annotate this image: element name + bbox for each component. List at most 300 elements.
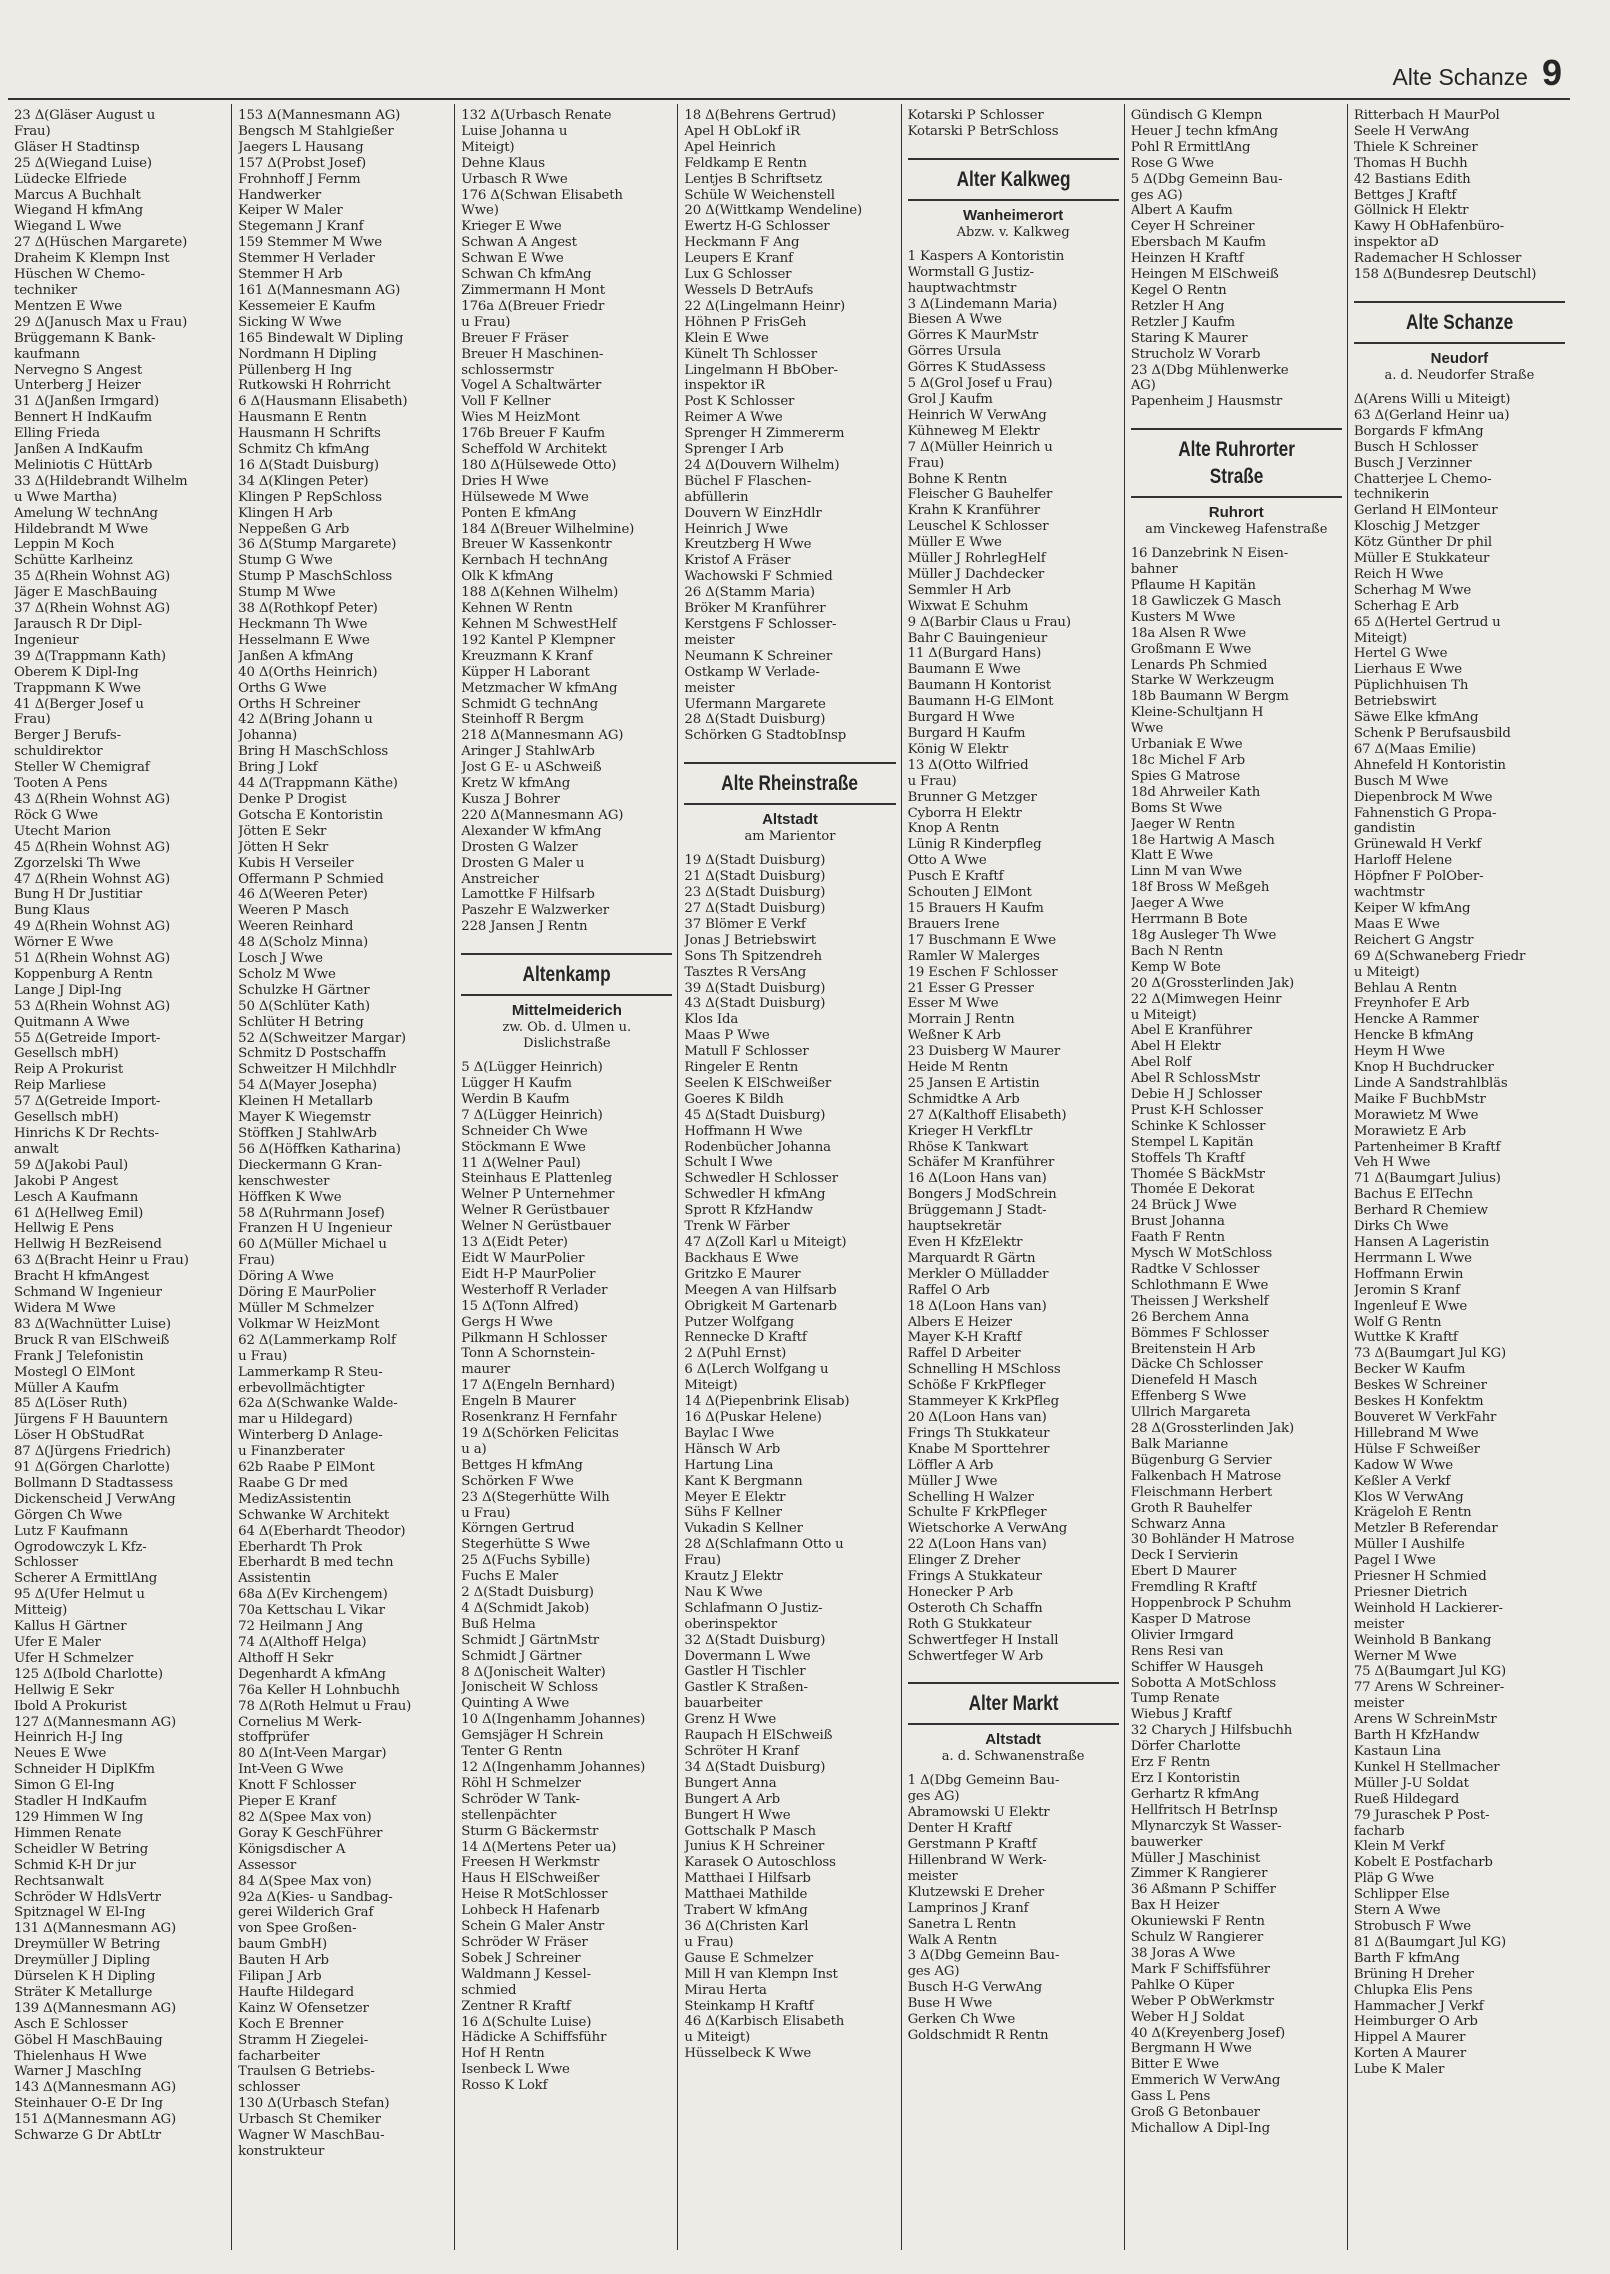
directory-entry: Rennecke D Kraftf	[684, 1330, 807, 1346]
directory-entry: Gastler H Tischler	[684, 1664, 806, 1680]
directory-entry: Kadow W Wwe	[1353, 1457, 1453, 1473]
directory-entry: Müller J-U Soldat	[1353, 1775, 1469, 1791]
directory-entry: Olk K kfmAng	[461, 569, 554, 585]
directory-entry: Hesselmann E Wwe	[238, 632, 370, 648]
directory-entry: Knott F Schlosser	[238, 1778, 356, 1794]
directory-entry: Falkenbach H Matrose	[1130, 1468, 1282, 1484]
directory-entry: Frau)	[907, 455, 945, 471]
directory-entry: Dickenscheid J VerwAng	[14, 1491, 176, 1507]
directory-entry: 77 Arens W Schreiner-	[1353, 1680, 1505, 1696]
directory-entry: Miteigt)	[1353, 630, 1408, 646]
directory-entry: 22 Δ(Loon Hans van)	[907, 1537, 1047, 1553]
directory-entry: Oberem K Dipl-Ing	[14, 664, 139, 680]
directory-entry: Bracht H kfmAngest	[14, 1269, 150, 1285]
directory-entry: Kubis H Verseiler	[238, 855, 354, 871]
directory-entry: Denke P Drogist	[238, 791, 347, 807]
directory-entry: Zimmer K Rangierer	[1130, 1866, 1268, 1882]
directory-entry: 75 Δ(Baumgart Jul KG)	[1353, 1664, 1506, 1680]
directory-entry: Beskes H Konfektm	[1353, 1394, 1484, 1410]
directory-entry: Heimburger O Arb	[1353, 2014, 1478, 2030]
directory-entry: Königsdischer A	[238, 1841, 346, 1857]
directory-entry: Meegen A van Hilfsarb	[684, 1282, 837, 1298]
directory-entry: Mayer K-H Kraftf	[907, 1330, 1022, 1346]
directory-entry: Otto A Wwe	[907, 853, 987, 869]
directory-entry: meister	[1353, 1696, 1404, 1712]
directory-entry: 80 Δ(Int-Veen Margar)	[238, 1746, 387, 1762]
directory-entry: 129 Himmen W Ing	[14, 1809, 144, 1825]
directory-entry: wachtmstr	[1353, 885, 1425, 901]
directory-entry: Bungert H Wwe	[684, 1807, 791, 1823]
directory-entry: 34 Δ(Klingen Peter)	[238, 473, 369, 489]
directory-entry: Ufer E Maler	[14, 1635, 101, 1650]
directory-entry: Stump P MaschSchloss	[238, 569, 393, 585]
directory-entry: 17 Buschmann E Wwe	[907, 932, 1056, 948]
directory-entry: Apel Heinrich	[684, 139, 776, 155]
directory-entry: Kallus H Gärtner	[14, 1619, 127, 1635]
directory-entry: 180 Δ(Hülsewede Otto)	[461, 457, 617, 473]
directory-entry: Brüggemann K Bank-	[14, 330, 156, 346]
directory-entry: Frings A Stukkateur	[907, 1569, 1042, 1585]
directory-entry: 2 Δ(Stadt Duisburg)	[461, 1585, 594, 1601]
directory-entry: Bach N Rentn	[1130, 943, 1224, 959]
directory-entry: Stoffels Th Kraftf	[1130, 1150, 1245, 1166]
directory-entry: Heckmann F Ang	[684, 235, 800, 251]
directory-entry: Hammacher J Verkf	[1353, 1998, 1484, 2014]
directory-entry: 143 Δ(Mannesmann AG)	[14, 2080, 177, 2096]
directory-entry: 25 Δ(Fuchs Sybille)	[461, 1553, 591, 1569]
directory-entry: Abel Rolf	[1130, 1055, 1192, 1071]
directory-entry: 23 Δ(Gläser August u	[14, 108, 156, 123]
directory-entry: Fremdling R Kraftf	[1130, 1580, 1257, 1596]
directory-entry: 62a Δ(Schwanke Walde-	[238, 1396, 398, 1412]
directory-entry: 38 Joras A Wwe	[1130, 1945, 1236, 1961]
directory-entry: Spies G Matrose	[1130, 768, 1241, 784]
directory-entry: Raabe G Dr med	[238, 1475, 348, 1491]
district-name: Wanheimerort	[962, 206, 1064, 224]
directory-entry: Wies M HeizMont	[461, 410, 580, 426]
directory-entry: von Spee Großen-	[238, 1921, 357, 1937]
directory-entry: Tenter G Rentn	[461, 1744, 563, 1760]
directory-entry: Thomas H Buchh	[1353, 155, 1468, 171]
directory-entry: 91 Δ(Görgen Charlotte)	[14, 1460, 170, 1476]
directory-entry: Priesner H Schmied	[1353, 1569, 1487, 1585]
directory-entry: 24 Δ(Douvern Wilhelm)	[684, 457, 840, 473]
directory-entry: 2 Δ(Puhl Ernst)	[684, 1346, 787, 1362]
directory-entry: Pohl R ErmittlAng	[1130, 139, 1251, 155]
directory-entry: Eberhardt Th Prok	[238, 1539, 362, 1555]
directory-entry: Keßler A Verkf	[1353, 1473, 1451, 1489]
street-heading	[461, 953, 672, 988]
directory-entry: 29 Δ(Janusch Max u Frau)	[14, 314, 188, 330]
directory-entry: Hildebrandt M Wwe	[14, 521, 149, 537]
directory-entry: Abramowski U Elektr	[907, 1805, 1050, 1821]
directory-entry: Hülse F Schweißer	[1353, 1441, 1480, 1457]
directory-entry: 16 Δ(Stadt Duisburg)	[238, 457, 379, 473]
directory-entry: Müller E Stukkateur	[1353, 551, 1490, 567]
directory-entry: Müller I Aushilfe	[1353, 1537, 1465, 1553]
location-line: Dislichstraße	[523, 1036, 611, 1052]
directory-entry: techniker	[14, 282, 77, 298]
directory-entry: Korten A Maurer	[1353, 2046, 1467, 2062]
directory-entry: 16 Danzebrink N Eisen-	[1130, 546, 1289, 562]
directory-entry: technikerin	[1353, 487, 1430, 503]
directory-entry: Emmerich W VerwAng	[1130, 2073, 1281, 2089]
directory-entry: Rosso K Lokf	[461, 2078, 548, 2094]
directory-entry: 161 Δ(Mannesmann AG)	[238, 282, 401, 298]
directory-entry: Int-Veen G Wwe	[238, 1762, 344, 1778]
directory-entry: Beskes W Schreiner	[1353, 1378, 1487, 1394]
directory-entry: 36 Δ(Stump Margarete)	[238, 537, 397, 553]
street-location	[908, 1749, 1119, 1765]
directory-column	[1124, 104, 1347, 2250]
directory-entry: Schwedler H kfmAng	[684, 1187, 826, 1203]
directory-entry: meister	[1353, 1616, 1404, 1632]
directory-entry: Starke W Werkzeugm	[1130, 673, 1275, 689]
directory-entry: 40 Δ(Orths Heinrich)	[238, 664, 378, 680]
directory-entry: Jost G E- u ASchweiß	[461, 760, 602, 776]
directory-entry: Körngen Gertrud	[461, 1521, 575, 1537]
directory-columns	[8, 104, 1570, 2250]
directory-entry: Klutzewski E Dreher	[907, 1884, 1045, 1900]
directory-entry: 20 Δ(Wittkamp Wendeline)	[684, 203, 862, 219]
entry-block	[461, 1060, 672, 2094]
entry-block	[1354, 108, 1565, 283]
directory-entry: 62b Raabe P ElMont	[238, 1460, 375, 1476]
directory-entry: Bung H Dr Justitiar	[14, 887, 143, 903]
directory-entry: Höpfner F PolOber-	[1353, 869, 1484, 885]
directory-entry: Matull F Schlosser	[684, 1044, 809, 1060]
directory-entry: Lange J Dipl-Ing	[14, 982, 122, 998]
directory-column	[8, 104, 231, 2250]
directory-entry: Maike F BuchbMstr	[1353, 1091, 1486, 1107]
directory-entry: Ebert D Maurer	[1130, 1564, 1237, 1580]
directory-entry: Welner P Unternehmer	[461, 1187, 615, 1203]
directory-entry: Sprenger I Arb	[684, 442, 784, 458]
directory-entry: Bügenburg G Servier	[1130, 1452, 1272, 1468]
directory-entry: Gemsjäger H Schrein	[461, 1728, 604, 1744]
directory-entry: Kunkel H Stellmacher	[1353, 1759, 1500, 1775]
directory-entry: Borgards F kfmAng	[1353, 423, 1484, 439]
directory-entry: 19 Δ(Schörken Felicitas	[461, 1425, 619, 1441]
directory-entry: Säwe Elke kfmAng	[1353, 710, 1479, 726]
directory-entry: 28 Δ(Grossterlinden Jak)	[1130, 1421, 1294, 1437]
directory-entry: Kobelt E Postfacharb	[1353, 1855, 1493, 1871]
directory-entry: 18e Hartwig A Masch	[1130, 832, 1275, 848]
directory-entry: Scherhag E Arb	[1353, 598, 1459, 614]
directory-entry: Schulzke H Gärtner	[238, 982, 370, 998]
directory-entry: Steinhaus E Plattenleg	[461, 1171, 613, 1187]
directory-entry: Lüdecke Elfriede	[14, 171, 127, 187]
directory-entry: Isenbeck L Wwe	[461, 2062, 570, 2078]
directory-entry: Krieger H VerkfLtr	[907, 1123, 1033, 1139]
directory-entry: Theissen J Werkshelf	[1130, 1293, 1269, 1309]
directory-entry: 18c Michel F Arb	[1130, 753, 1246, 768]
directory-entry: Abel E Kranführer	[1130, 1023, 1252, 1039]
directory-entry: Steller W Chemigraf	[14, 760, 150, 776]
directory-entry: 58 Δ(Ruhrmann Josef)	[238, 1205, 385, 1221]
directory-entry: Heinrich W VerwAng	[907, 407, 1047, 423]
directory-entry: Mirau Herta	[684, 1982, 767, 1998]
directory-entry: Kötz Günther Dr phil	[1353, 535, 1492, 551]
directory-entry: Schwarz Anna	[1130, 1516, 1226, 1532]
directory-entry: Thomée S BäckMstr	[1130, 1166, 1265, 1182]
directory-entry: Bungert A Arb	[684, 1791, 780, 1807]
directory-entry: Schein G Maler Anstr	[461, 1919, 605, 1935]
directory-entry: Wiegand H kfmAng	[14, 203, 143, 219]
directory-entry: 25 Δ(Wiegand Luise)	[14, 155, 152, 171]
directory-entry: 38 Δ(Rothkopf Peter)	[238, 601, 378, 617]
directory-entry: Traulsen G Betriebs-	[238, 2064, 375, 2080]
directory-entry: Pagel I Wwe	[1353, 1553, 1436, 1569]
directory-entry: Hellwig H BezReisend	[14, 1237, 162, 1253]
directory-entry: 18 Δ(Behrens Gertrud)	[684, 108, 837, 123]
directory-entry: Hüsselbeck K Wwe	[684, 2046, 812, 2062]
directory-entry: kaufmann	[14, 346, 80, 362]
directory-entry: Herrmann B Bote	[1130, 912, 1248, 928]
directory-entry: Grünewald H Verkf	[1353, 837, 1481, 853]
directory-entry: Wiebus J Kraftf	[1130, 1707, 1232, 1723]
directory-entry: Strobusch F Wwe	[1353, 1918, 1471, 1934]
directory-entry: Schmitz D Postschaffn	[238, 1046, 387, 1062]
directory-entry: Görres K StudAssess	[907, 360, 1046, 376]
location-line: am Vinckeweg Hafenstraße	[1145, 522, 1328, 538]
directory-entry: Hillebrand M Wwe	[1353, 1425, 1479, 1441]
directory-entry: Reimer A Wwe	[684, 410, 783, 426]
district-name: Altstadt	[762, 811, 818, 829]
directory-entry: Feldkamp E Rentn	[684, 155, 807, 171]
directory-entry: Kühneweg M Elektr	[907, 423, 1040, 439]
directory-entry: 176b Breuer F Kaufm	[461, 426, 605, 442]
directory-entry: 76a Keller H Lohnbuchh	[238, 1682, 400, 1698]
directory-entry: Hellfritsch H BetrInsp	[1130, 1802, 1278, 1818]
directory-entry: 7 Δ(Lügger Heinrich)	[461, 1107, 603, 1123]
directory-entry: Stern A Wwe	[1353, 1903, 1441, 1919]
directory-entry: Schwedler H Schlosser	[684, 1171, 838, 1187]
directory-entry: 61 Δ(Hellweg Emil)	[14, 1205, 144, 1221]
directory-entry: Görres Ursula	[907, 344, 1002, 360]
directory-entry: Bengsch M Stahlgießer	[238, 123, 394, 139]
directory-entry: Filipan J Arb	[238, 1969, 322, 1985]
directory-entry: 22 Δ(Mimwegen Heinr	[1130, 991, 1282, 1007]
directory-entry: 55 Δ(Getreide Import-	[14, 1030, 161, 1046]
directory-entry: Kerstgens F Schlosser-	[684, 617, 837, 632]
directory-entry: Schouten J ElMont	[907, 885, 1032, 901]
directory-entry: Jürgens F H Bauuntern	[14, 1412, 168, 1428]
directory-entry: Schlothmann E Wwe	[1130, 1277, 1269, 1293]
directory-entry: Roth G Stukkateur	[907, 1616, 1032, 1632]
directory-entry: Breitenstein H Arb	[1130, 1341, 1256, 1357]
directory-entry: Tooten A Pens	[14, 776, 108, 792]
directory-entry: 37 Δ(Rhein Wohnst AG)	[14, 601, 170, 617]
street-name: Alter Kalkweg	[956, 167, 1071, 191]
directory-entry: Voll F Kellner	[461, 394, 551, 410]
directory-entry: 3 Δ(Lindemann Maria)	[907, 296, 1058, 312]
directory-entry: 220 Δ(Mannesmann AG)	[461, 807, 624, 823]
directory-entry: 23 Duisberg W Maurer	[907, 1044, 1061, 1060]
running-head: Alte Schanze	[1392, 64, 1528, 90]
directory-entry: Asch E Schlosser	[14, 2016, 128, 2032]
directory-entry: Hoffmann H Wwe	[684, 1123, 803, 1139]
directory-entry: Gerhartz R kfmAng	[1130, 1786, 1259, 1802]
entry-block	[1131, 546, 1342, 2137]
street-rule	[1354, 342, 1565, 344]
directory-entry: Waldmann J Kessel-	[461, 1966, 591, 1982]
directory-entry: Priesner Dietrich	[1353, 1584, 1468, 1600]
directory-entry: Cornelius M Werk-	[238, 1714, 362, 1730]
directory-entry: Berhard R Chemiew	[1353, 1203, 1488, 1219]
directory-entry: schuldirektor	[14, 744, 103, 760]
directory-entry: bahner	[1130, 562, 1178, 578]
directory-entry: Müller J RohrlegHelf	[907, 551, 1046, 567]
directory-entry: Metzmacher W kfmAng	[461, 680, 618, 696]
directory-entry: Meliniotis C HüttArb	[14, 457, 153, 473]
directory-entry: 127 Δ(Mannesmann AG)	[14, 1714, 177, 1730]
directory-entry: Wiegand L Wwe	[14, 219, 122, 235]
directory-entry: 23 Δ(Stegerhütte Wilh	[461, 1489, 610, 1505]
directory-entry: Breuer H Maschinen-	[461, 346, 604, 362]
directory-entry: 132 Δ(Urbasch Renate	[461, 108, 612, 123]
directory-entry: 14 Δ(Mertens Peter ua)	[461, 1839, 617, 1855]
directory-entry: Klein E Wwe	[684, 330, 769, 346]
directory-entry: Burgard H Wwe	[907, 710, 1015, 726]
directory-entry: Zentner R Kraftf	[461, 1998, 571, 2014]
street-heading	[908, 1682, 1119, 1717]
directory-entry: Neues E Wwe	[14, 1746, 107, 1762]
directory-entry: 47 Δ(Rhein Wohnst AG)	[14, 871, 170, 887]
directory-entry: Löffler A Arb	[907, 1457, 994, 1473]
directory-entry: Erz I Kontoristin	[1130, 1771, 1241, 1786]
directory-entry: 139 Δ(Mannesmann AG)	[14, 2000, 177, 2016]
directory-entry: Winterberg D Anlage-	[238, 1428, 383, 1444]
directory-entry: Krahn K Kranführer	[907, 503, 1041, 519]
directory-entry: Thomée E Dekorat	[1130, 1182, 1255, 1198]
directory-entry: Reip Marliese	[14, 1078, 106, 1094]
directory-entry: 9 Δ(Barbir Claus u Frau)	[907, 614, 1071, 630]
directory-entry: Barth H KfzHandw	[1353, 1728, 1480, 1744]
directory-entry: Sobotta A MotSchloss	[1130, 1675, 1276, 1691]
directory-entry: Krautz J Elektr	[684, 1569, 783, 1585]
directory-entry: Morawietz M Wwe	[1353, 1107, 1479, 1123]
directory-entry: 54 Δ(Mayer Josepha)	[238, 1078, 377, 1094]
directory-entry: Görgen Ch Wwe	[14, 1507, 123, 1523]
directory-entry: 11 Δ(Welner Paul)	[461, 1155, 581, 1171]
directory-entry: 73 Δ(Baumgart Jul KG)	[1353, 1346, 1506, 1362]
directory-entry: Breuer F Fräser	[461, 330, 569, 346]
directory-entry: Kasper D Matrose	[1130, 1611, 1251, 1627]
directory-entry: Kehnen M SchwestHelf	[461, 617, 617, 632]
directory-entry: schlosser	[238, 2080, 300, 2096]
directory-entry: Bongers J ModSchrein	[907, 1187, 1057, 1203]
directory-entry: 18d Ahrweiler Kath	[1130, 784, 1261, 800]
directory-entry: 83 Δ(Wachnütter Luise)	[14, 1316, 171, 1332]
directory-entry: 20 Δ(Loon Hans van)	[907, 1409, 1047, 1425]
directory-entry: Kawy H ObHafenbüro-	[1353, 219, 1505, 235]
street-name: Alte Schanze	[1405, 310, 1514, 334]
directory-entry: Behlau A Rentn	[1353, 980, 1458, 996]
directory-entry: Handwerker	[238, 187, 322, 203]
directory-entry: gerei Wilderich Graf	[238, 1905, 374, 1921]
directory-entry: Pahlke O Küper	[1130, 1977, 1234, 1993]
directory-entry: 40 Δ(Kreyenberg Josef)	[1130, 2025, 1286, 2041]
directory-entry: Deck I Servierin	[1130, 1548, 1239, 1564]
directory-entry: Jaeger A Wwe	[1130, 896, 1224, 912]
directory-entry: Püllenberg H Ing	[238, 362, 352, 378]
directory-entry: Stöckmann E Wwe	[461, 1139, 586, 1155]
directory-entry: Assessor	[238, 1857, 297, 1873]
directory-entry: Assistentin	[238, 1571, 311, 1587]
directory-entry: 16 Δ(Puskar Helene)	[684, 1409, 822, 1425]
directory-entry: Bröker M Kranführer	[684, 601, 826, 617]
directory-entry: Gass L Pens	[1130, 2089, 1211, 2105]
directory-entry: Quinting A Wwe	[461, 1696, 570, 1712]
page-header	[1392, 52, 1562, 93]
directory-entry: Dirks Ch Wwe	[1353, 1219, 1449, 1235]
directory-entry: hauptsekretär	[907, 1219, 1002, 1235]
directory-entry: Merkler O Mülladder	[907, 1266, 1049, 1282]
directory-entry: Paszehr E Walzwerker	[461, 903, 609, 919]
directory-entry: Schmid K-H Dr jur	[14, 1857, 136, 1873]
directory-entry: Seelen K ElSchweißer	[684, 1075, 832, 1091]
directory-entry: Sicking W Wwe	[238, 314, 342, 330]
directory-entry: Heise R MotSchlosser	[461, 1887, 608, 1903]
directory-entry: Koch E Brenner	[238, 2016, 344, 2032]
directory-entry: Großmann E Wwe	[1130, 641, 1252, 657]
directory-entry: Miteigt)	[684, 1378, 738, 1394]
directory-entry: 151 Δ(Mannesmann AG)	[14, 2112, 177, 2128]
directory-entry: Rhöse K Tankwart	[907, 1139, 1029, 1155]
directory-entry: Heide M Rentn	[907, 1060, 1009, 1076]
directory-entry: Hoppenbrock P Schuhm	[1130, 1596, 1292, 1612]
directory-entry: 18 Gawliczek G Masch	[1130, 593, 1282, 609]
directory-entry: 59 Δ(Jakobi Paul)	[14, 1157, 128, 1173]
directory-entry: Haus H ElSchweißer	[461, 1871, 600, 1887]
directory-entry: Schinke K Schlosser	[1130, 1118, 1266, 1134]
directory-entry: Scheidler W Betring	[14, 1841, 149, 1857]
directory-entry: Schenk P Berufsausbild	[1353, 726, 1511, 741]
directory-entry: Morawietz E Arb	[1353, 1123, 1466, 1139]
directory-entry: Bömmes F Schlosser	[1130, 1325, 1269, 1341]
directory-entry: Bring H MaschSchloss	[238, 744, 389, 760]
directory-entry: Leupers E Kranf	[684, 251, 793, 267]
street-name: Alte Rheinstraße	[721, 772, 859, 796]
directory-entry: meister	[684, 680, 735, 696]
directory-entry: Busch H-G VerwAng	[907, 1980, 1043, 1996]
location-line: a. d. Schwanenstraße	[941, 1749, 1085, 1765]
directory-entry: Püplichhuisen Th	[1353, 678, 1469, 694]
directory-entry: 153 Δ(Mannesmann AG)	[238, 108, 401, 123]
directory-entry: 1 Kaspers A Kontoristin	[907, 248, 1065, 264]
directory-entry: Stramm H Ziegelei-	[238, 2032, 369, 2048]
directory-entry: 39 Δ(Stadt Duisburg)	[684, 980, 826, 996]
directory-entry: u Frau)	[461, 314, 511, 330]
directory-entry: Balk Marianne	[1130, 1436, 1229, 1452]
directory-entry: Ibold A Prokurist	[14, 1698, 127, 1714]
directory-entry: Weeren Reinhard	[238, 919, 354, 935]
directory-entry: Brauers Irene	[907, 916, 1000, 932]
directory-entry: Stegemann J Kranf	[238, 219, 364, 235]
directory-entry: Stemmer H Verlader	[238, 251, 375, 267]
directory-entry: Elling Frieda	[14, 426, 100, 442]
directory-entry: 24 Brück J Wwe	[1130, 1198, 1237, 1214]
directory-entry: Schlosser	[14, 1555, 78, 1571]
street-location	[461, 1020, 672, 1052]
directory-entry: 4 Δ(Schmidt Jakob)	[461, 1600, 590, 1616]
directory-entry: Jonischeit W Schloss	[461, 1680, 598, 1696]
directory-entry: Gerland H ElMonteur	[1353, 503, 1498, 519]
directory-entry: Thiele K Schreiner	[1353, 139, 1478, 155]
directory-entry: Keiper W Maler	[238, 203, 343, 219]
directory-entry: Wietschorke A VerwAng	[907, 1521, 1068, 1537]
